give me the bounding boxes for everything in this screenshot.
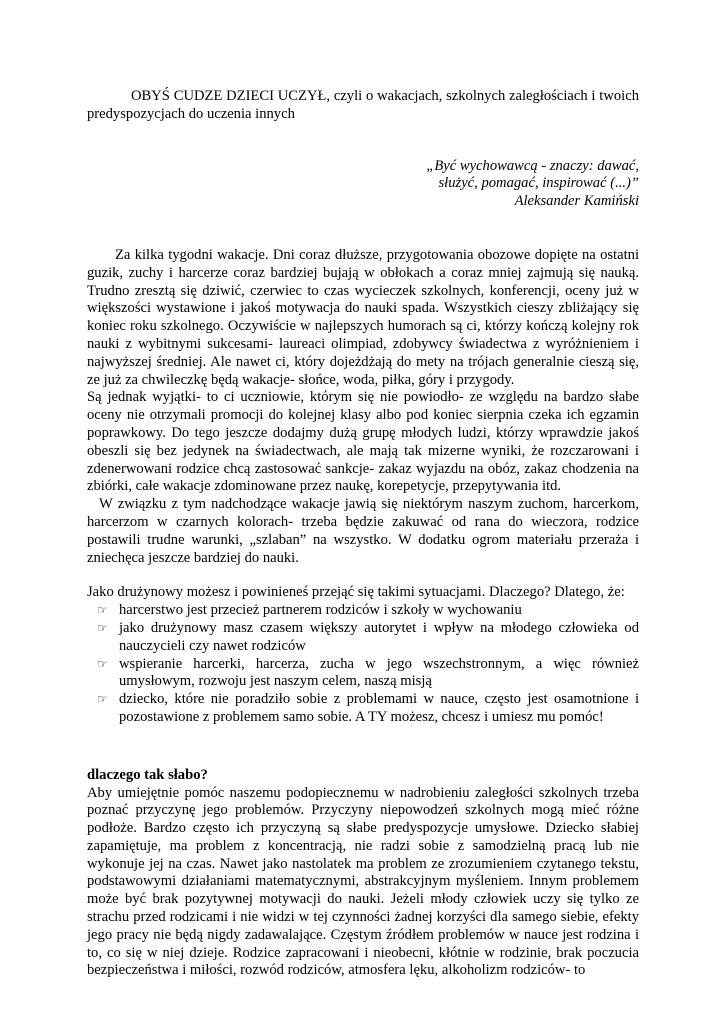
list-item-text: dziecko, które nie poradziło sobie z problemami w nauce, często jest osamotnione i pozostawione z problemem samo sobie. A TY możesz, chcesz i umiesz mu pomóc! <box>119 691 639 725</box>
section-paragraph: Aby umiejętnie pomóc naszemu podopiecznemu w nadrobieniu zaległości szkolnych trzeba poznać przyczynę jego problemów. Przyczyny niepowodzeń szkolnych mogą mieć różne podłoże. Bardzo często ich przyczyną są słabe predyspozycje umysłowe. Dziecko słabiej zapamiętuje, ma problem z koncentracją, nie radzi sobie z samodzielną pracą lub nie wykonuje jej na czas. Nawet jako nastolatek ma problem ze zrozumieniem czytanego tekstu, podstawowymi działaniami matematycznymi, abstrakcyjnym myśleniem. Innym problemem może być brak pozytywnej motywacji do nauki. Jeżeli młody człowiek uczy się tylko ze strachu przed rodzicami i nie widzi w tej czynności żadnej korzyści dla samego siebie, efekty jego pracy nie będą nigdy zadawalające. Częstym źródłem problemów w nauce jest rodzina i to, co się w niej dzieje. Rodzice zapracowani i nieobecni, kłótnie w rodzinie, brak poczucia bezpieczeństwa i miłości, rozwód rodziców, atmosfera lęku, alkoholizm rodziców- to <box>87 784 639 979</box>
pointing-hand-icon: ☞ <box>97 603 108 618</box>
section-heading: dlaczego tak słabo? <box>87 766 208 783</box>
list-item-text: wspieranie harcerki, harcerza, zucha w jego wszechstronnym, a więc również umysłowym, rozwoju jest naszym celem, naszą misją <box>119 655 639 690</box>
paragraph-exceptions: Są jednak wyjątki- to ci uczniowie, którym się nie powiodło- ze względu na bardzo słabe oceny nie otrzymali promocji do kolejnej klasy albo pod koniec sierpnia czeka ich egzamin poprawkowy. Do tego jeszcze dodajmy dużą grupę młodych ludzi, którzy wprawdzie jakoś obeszli się bez jedynek na świadectwach, ale mają tak mizerne wyniki, że rozczarowani i zdenerwowani rodzice chcą zastosować sankcje- zakaz wyjazdu na obóz, zakaz chodzenia na zbiórki, całe wakacje zdominowane przez naukę, korepetycje, przepytywania itd. <box>87 389 639 495</box>
pointing-hand-icon: ☞ <box>97 620 108 635</box>
list-item <box>97 691 639 727</box>
pointing-hand-icon: ☞ <box>97 656 108 671</box>
list-item <box>97 655 639 692</box>
quote-line-2: służyć, pomagać, inspirować (...)” <box>438 175 639 192</box>
paragraph-intro: Za kilka tygodni wakacje. Dni coraz dłuższe, przygotowania obozowe dopięte na ostatni guzik, zuchy i harcerze coraz bardziej bujają w obłokach a coraz mniej zajmują się nauką. Trudno zresztą się dziwić, czerwiec to czas wycieczek szkolnych, konferencji, oceny już w większości wystawione i jakoś motywacja do nauki spada. Wszystkich cieszy zbliżający się koniec roku szkolnego. Oczywiście w najlepszych humorach są ci, którzy kończą kolejny rok nauki z wybitnymi sukcesami- laureaci olimpiad, zdobywcy świadectwa z wyróżnieniem i najwyższej średniej. Ale nawet ci, który dojeżdżają do mety na trójach generalnie cieszą się, ze już za chwileczkę będą wakacje- słońce, woda, piłka, góry i przygody. <box>87 246 639 388</box>
paragraph-holidays: W związku z tym nadchodzące wakacje jawią się niektórym naszym zuchom, harcerkom, harcerzom w czarnych kolorach- trzeba będzie zakuwać od rana do wieczora, rodzice postawili trudne warunki, „szlaban” na wszystko. W dodatku ogrom materiału przeraża i zniechęca jeszcze bardziej do nauki. <box>87 496 639 566</box>
document-title: OBYŚ CUDZE DZIECI UCZYŁ, czyli o wakacjach, szkolnych zaległościach i twoich predyspozycjach do uczenia innych <box>87 88 639 122</box>
pointing-hand-icon: ☞ <box>97 692 108 707</box>
quote-author: Aleksander Kamiński <box>514 193 639 210</box>
epigraph-quote <box>87 158 639 211</box>
reasons-list <box>87 602 639 727</box>
list-item <box>97 619 639 656</box>
list-item <box>97 602 639 620</box>
document-content <box>87 88 639 980</box>
paragraph-why: Jako drużynowy możesz i powinieneś przejąć się takimi sytuacjami. Dlaczego? Dlatego, że: <box>87 584 625 601</box>
quote-line-1: „Być wychowawcą - znaczy: dawać, <box>426 157 639 174</box>
list-item-text: jako drużynowy masz czasem większy autorytet i wpływ na młodego człowieka od nauczycieli czy nawet rodziców <box>119 619 639 654</box>
list-item-text: harcerstwo jest przecież partnerem rodziców i szkoły w wychowaniu <box>119 602 522 619</box>
